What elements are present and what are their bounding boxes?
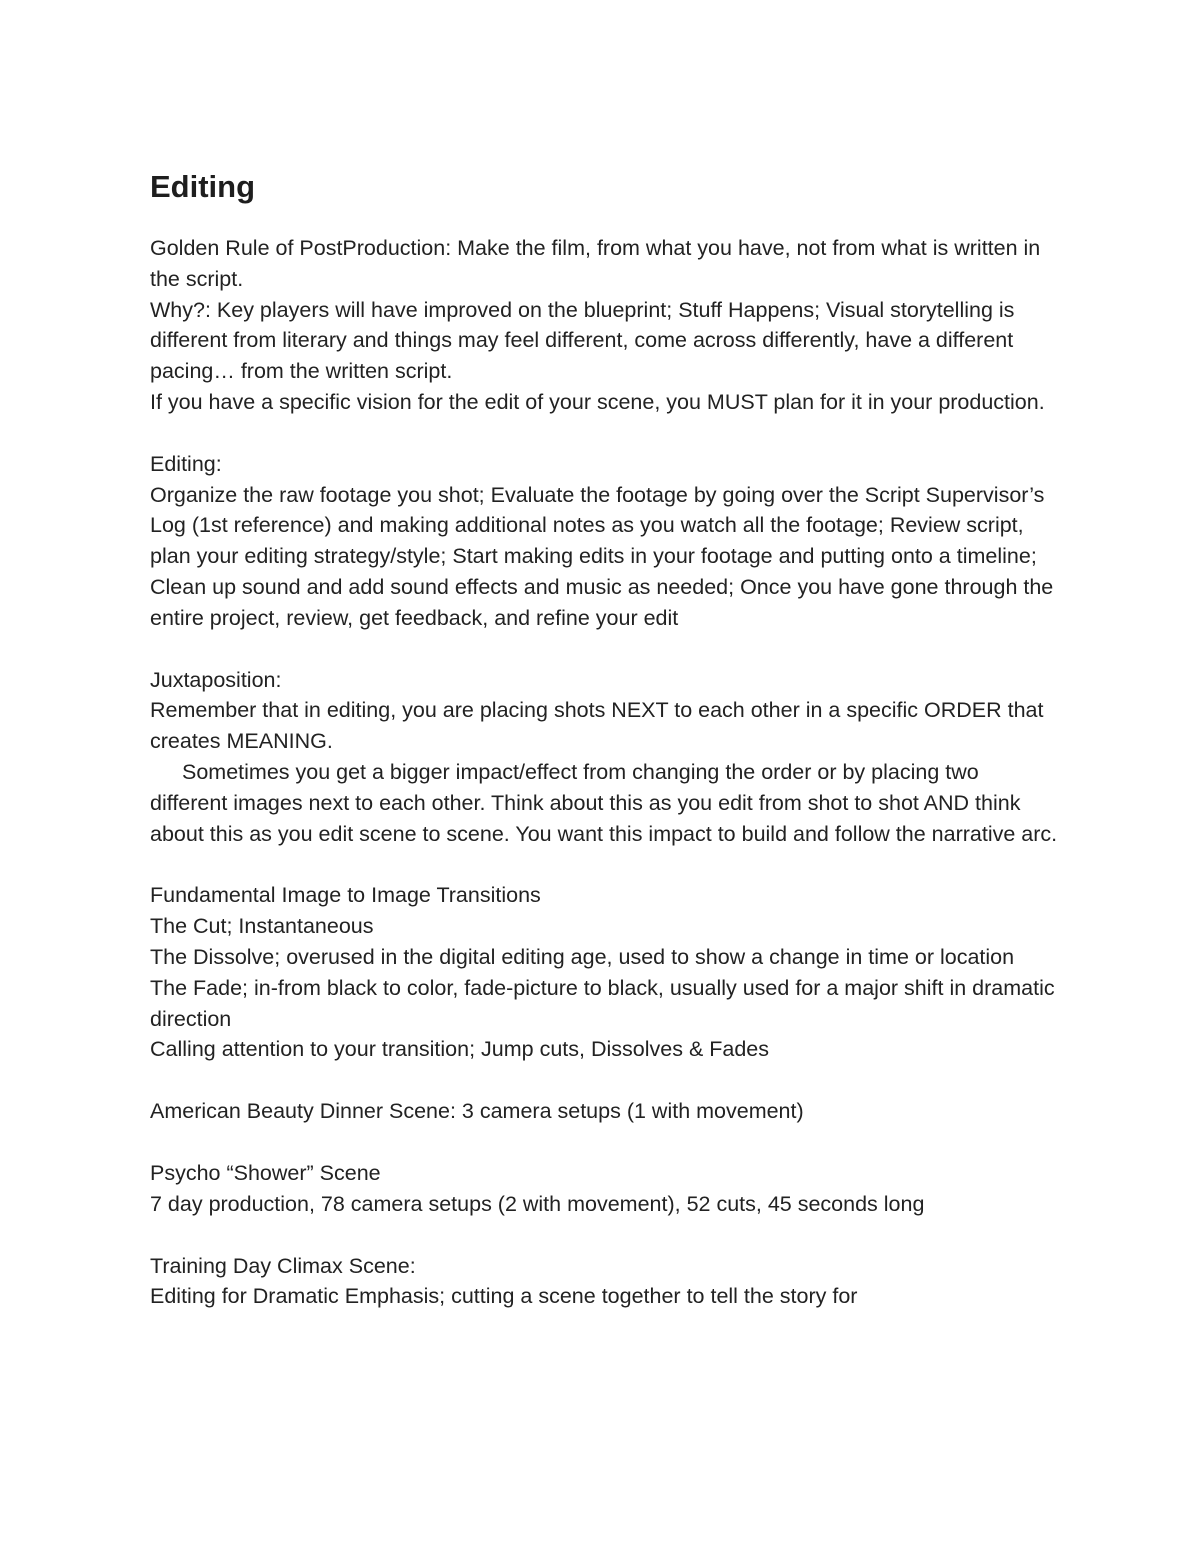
paragraph-psycho-stats: 7 day production, 78 camera setups (2 with movement), 52 cuts, 45 seconds long	[150, 1191, 925, 1216]
section-american-beauty	[150, 1096, 1060, 1127]
document-page	[150, 165, 1060, 1343]
paragraph-specific-vision: If you have a specific vision for the edit of your scene, you MUST plan for it in your production.	[150, 389, 1045, 414]
section-training-day	[150, 1251, 1060, 1313]
transition-calling-attention: Calling attention to your transition; Jump cuts, Dissolves & Fades	[150, 1037, 770, 1062]
heading-editing: Editing:	[150, 451, 222, 476]
section-juxtaposition	[150, 665, 1060, 850]
section-psycho	[150, 1158, 1060, 1220]
paragraph-editing-steps: Organize the raw footage you shot; Evaluate the footage by going over the Script Supervisor’s Log (1st reference) and making additional notes as you watch all the footage; Review script, plan your editing strategy/style; Start making edits in your footage and putting onto a timeline; Clean up sound and add sound effects and music as needed; Once you have gone through the entire project, review, get feedback, and refine your edit	[150, 482, 1054, 630]
paragraph-why: Why?: Key players will have improved on the blueprint; Stuff Happens; Visual storytelling is different from literary and things may feel different, come across differently, have a different pacing… from the written script.	[150, 297, 1015, 384]
heading-psycho: Psycho “Shower” Scene	[150, 1160, 381, 1185]
paragraph-golden-rule: Golden Rule of PostProduction: Make the film, from what you have, not from what is written in the script.	[150, 236, 1041, 291]
transition-fade: The Fade; in-from black to color, fade-picture to black, usually used for a major shift in dramatic direction	[150, 975, 1055, 1031]
heading-juxtaposition: Juxtaposition:	[150, 667, 282, 692]
paragraph-juxtaposition-impact: Sometimes you get a bigger impact/effect from changing the order or by placing two different images next to each other. Think about this as you edit from shot to shot AND think about this as you edit scene to scene. You want this impact to build and follow the narrative arc.	[150, 759, 1058, 846]
paragraph-juxtaposition-order: Remember that in editing, you are placing shots NEXT to each other in a specific ORDER that creates MEANING.	[150, 698, 1044, 754]
section-golden-rule	[150, 233, 1060, 418]
heading-training-day: Training Day Climax Scene:	[150, 1253, 416, 1278]
document-title: Editing	[150, 169, 256, 204]
paragraph-american-beauty: American Beauty Dinner Scene: 3 camera setups (1 with movement)	[150, 1099, 804, 1124]
paragraph-training-day: Editing for Dramatic Emphasis; cutting a scene together to tell the story for	[150, 1284, 858, 1309]
transition-cut: The Cut; Instantaneous	[150, 914, 374, 939]
heading-transitions: Fundamental Image to Image Transitions	[150, 883, 541, 908]
section-editing	[150, 449, 1060, 634]
transition-dissolve: The Dissolve; overused in the digital editing age, used to show a change in time or location	[150, 944, 1015, 969]
section-transitions	[150, 880, 1060, 1065]
